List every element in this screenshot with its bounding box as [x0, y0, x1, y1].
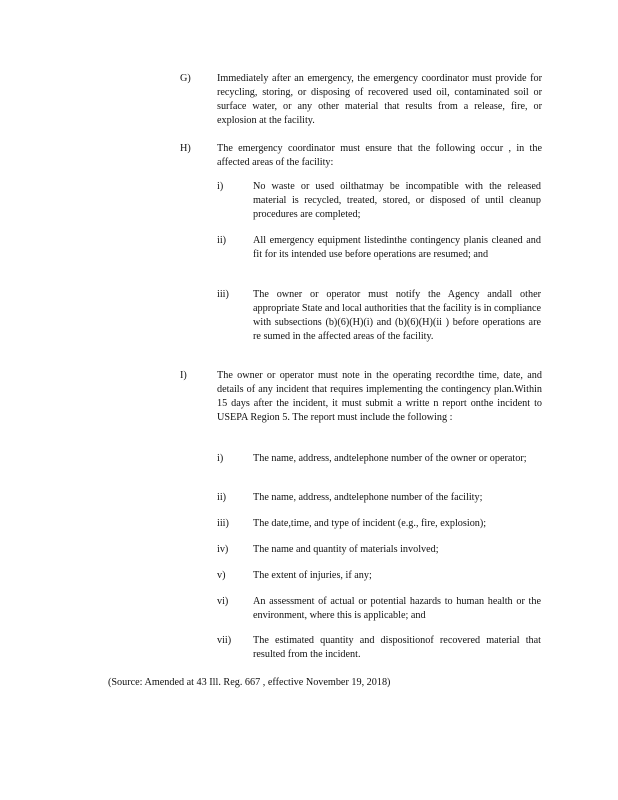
paragraph-label: G): [180, 73, 191, 84]
subparagraph-label: vii): [217, 635, 232, 646]
subparagraph-text: The owner or operator must notify the Agency andall other appropriate State and local authorities that the facility is in compliance with subsections (b)(6)(H)(i) and (b)(6)(H)(ii ) before operations are re sumed in the affected areas of the facility.: [253, 289, 541, 342]
subparagraph-text: The extent of injuries, if any;: [253, 570, 372, 581]
subparagraph-label: iii): [217, 289, 229, 300]
subparagraph-text: An assessment of actual or potential hazards to human health or the environment, where this is applicable; and: [253, 596, 541, 621]
paragraph-text: Immediately after an emergency, the emergency coordinator must provide for recycling, storing, or disposing of recovered used oil, contaminated soil or surface water, or any other material that results from a release, fire, or explosion at the facility.: [217, 73, 542, 126]
paragraph-text: The owner or operator must note in the operating recordthe time, date, and details of any incident that requires implementing the contingency plan.Within 15 days after the incident, it must submit a writte n report onthe incident to USEPA Region 5. The report must include the following :: [217, 370, 542, 423]
subparagraph-label: i): [217, 453, 224, 464]
subparagraph-label: ii): [217, 492, 227, 503]
subparagraph-text: The name, address, andtelephone number of the owner or operator;: [253, 453, 527, 464]
subparagraph-label: iii): [217, 518, 229, 529]
subparagraph-label: i): [217, 181, 224, 192]
source-note: (Source: Amended at 43 Ill. Reg. 667 , effective November 19, 2018): [108, 677, 391, 688]
subparagraph-label: ii): [217, 235, 227, 246]
subparagraph-text: The name, address, andtelephone number of the facility;: [253, 492, 483, 503]
subparagraph-label: v): [217, 570, 226, 581]
subparagraph-text: The date,time, and type of incident (e.g., fire, explosion);: [253, 518, 487, 529]
subparagraph-text: The estimated quantity and dispositionof recovered material that resulted from the incident.: [253, 635, 541, 660]
subparagraph-text: All emergency equipment listedinthe contingency planis cleaned and fit for its intended use before operations are resumed; and: [253, 235, 541, 260]
subparagraph-label: vi): [217, 596, 229, 607]
subparagraph-label: iv): [217, 544, 229, 555]
subparagraph-text: The name and quantity of materials involved;: [253, 544, 439, 555]
paragraph-label: I): [180, 370, 187, 381]
subparagraph-text: No waste or used oilthatmay be incompatible with the released material is recycled, treated, stored, or disposed of until cleanup procedures are completed;: [253, 181, 541, 220]
paragraph-text: The emergency coordinator must ensure that the following occur , in the affected areas of the facility:: [217, 143, 542, 168]
paragraph-label: H): [180, 143, 191, 154]
